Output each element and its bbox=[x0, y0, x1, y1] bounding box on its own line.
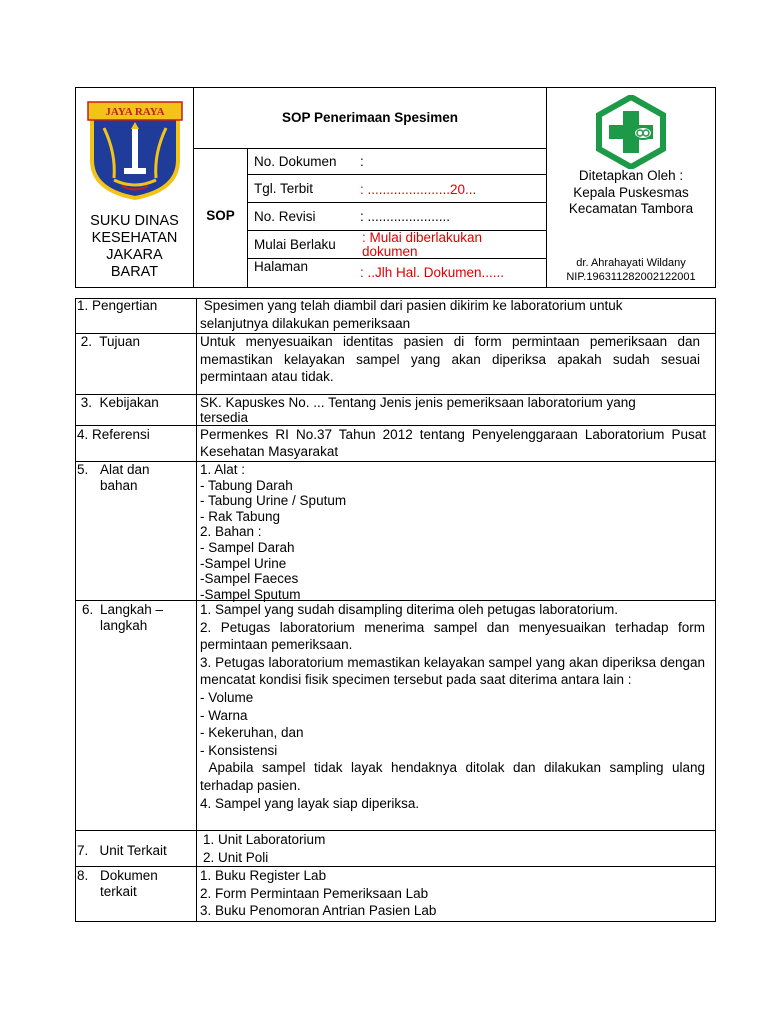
list-item: -Sampel Urine bbox=[200, 555, 287, 571]
list-item: 1. Alat : bbox=[200, 462, 246, 477]
sop-title: SOP Penerimaan Spesimen bbox=[281, 110, 459, 125]
list-item: 2. Form Permintaan Pemeriksaan Lab bbox=[200, 885, 429, 901]
text-pengertian-line2: selanjutnya dilakukan pemeriksaan bbox=[200, 316, 411, 331]
step-item: 4. Sampel yang layak siap diperiksa. bbox=[200, 795, 420, 811]
label-dokumen-line2: terkait bbox=[100, 884, 137, 899]
org-name: SUKU DINAS KESEHATAN JAKARA BARAT bbox=[90, 213, 179, 280]
step-item: - Kekeruhan, dan bbox=[200, 725, 304, 741]
list-item: 1. Buku Register Lab bbox=[200, 868, 327, 883]
field-label-tgl-terbit: Tgl. Terbit bbox=[254, 181, 314, 196]
list-item: - Tabung Urine / Sputum bbox=[200, 493, 347, 509]
label-alat-num: 5. bbox=[77, 462, 89, 477]
label-langkah-line2: langkah bbox=[100, 618, 148, 633]
list-item: - Sampel Darah bbox=[200, 539, 295, 555]
field-label-no-dokumen: No. Dokumen bbox=[254, 154, 337, 169]
text-pengertian-line1: Spesimen yang telah diambil dari pasien dikirim ke laboratorium untuk bbox=[200, 298, 623, 313]
label-unit-terkait: 7. Unit Terkait bbox=[77, 843, 167, 858]
text-referensi: Permenkes RI No.37 Tahun 2012 tentang Penyelenggaraan Laboratorium Pusat Kesehatan Masyarakat bbox=[200, 427, 706, 459]
list-item: 2. Bahan : bbox=[200, 524, 262, 540]
label-pengertian: 1. Pengertian bbox=[77, 298, 158, 313]
field-value-mulai-berlaku: : Mulai diberlakukan dokumen bbox=[362, 230, 483, 259]
label-langkah-line1: Langkah – bbox=[100, 602, 164, 617]
field-value-tgl-terbit: : ......................20... bbox=[360, 182, 477, 197]
sop-label: SOP bbox=[206, 208, 235, 223]
label-langkah-num: 6. bbox=[82, 602, 94, 617]
alat-bahan-list bbox=[200, 462, 346, 602]
label-alat-line2: bahan bbox=[100, 478, 138, 493]
field-label-mulai-berlaku: Mulai Berlaku bbox=[254, 237, 336, 252]
text-kebijakan-line2: tersedia bbox=[200, 410, 249, 425]
approval-block: Ditetapkan Oleh : Kepala Puskesmas Kecamatan Tambora bbox=[568, 168, 694, 216]
langkah-list bbox=[200, 601, 709, 812]
dokumen-terkait-list bbox=[200, 867, 436, 920]
text-tujuan: Untuk menyesuaikan identitas pasien di form permintaan pemeriksaan dan memastikan kelayakan sampel yang akan diperiksa apakah sudah sesuai permintaan atau tidak. bbox=[200, 334, 700, 384]
list-item: -Sampel Sputum bbox=[200, 586, 301, 602]
label-tujuan: 2. Tujuan bbox=[77, 334, 141, 349]
list-item: - Tabung Darah bbox=[200, 477, 293, 493]
jaya-raya-logo bbox=[84, 98, 186, 202]
label-dokumen-line1: Dokumen bbox=[100, 868, 158, 883]
puskesmas-logo bbox=[596, 95, 666, 169]
field-value-no-revisi: : ...................... bbox=[360, 209, 451, 224]
step-item: - Warna bbox=[200, 707, 248, 723]
signer-nip: NIP.196311282002122001 bbox=[566, 271, 696, 283]
list-item: -Sampel Faeces bbox=[200, 571, 299, 587]
list-item: - Rak Tabung bbox=[200, 508, 281, 524]
step-item: 3. Petugas laboratorium memastikan kelayakan sampel yang akan diperiksa dengan mencatat kondisi fisik specimen tersebut pada saat diterima antara lain : bbox=[200, 654, 705, 688]
field-value-halaman: : ..Jlh Hal. Dokumen...... bbox=[360, 265, 505, 280]
label-alat-line1: Alat dan bbox=[100, 462, 150, 477]
label-dokumen-num: 8. bbox=[77, 868, 89, 883]
list-item: 3. Buku Penomoran Antrian Pasien Lab bbox=[200, 903, 437, 918]
field-label-halaman: Halaman bbox=[254, 259, 309, 274]
label-referensi: 4. Referensi bbox=[77, 427, 150, 442]
signer-block bbox=[547, 256, 715, 284]
step-item: - Konsistensi bbox=[200, 742, 278, 758]
logo-text: JAYA RAYA bbox=[105, 106, 165, 118]
field-value-no-dokumen: : bbox=[360, 154, 364, 169]
field-label-no-revisi: No. Revisi bbox=[254, 209, 316, 224]
unit-terkait-list bbox=[203, 831, 325, 866]
step-item: 2. Petugas laboratorium menerima sampel dan menyesuaikan terhadap form permintaan pemeriksaan. bbox=[200, 619, 705, 653]
label-kebijakan: 3. Kebijakan bbox=[77, 395, 159, 410]
step-item: Apabila sampel tidak layak hendaknya ditolak dan dilakukan sampling ulang terhadap pasien. bbox=[200, 760, 709, 793]
step-item: 1. Sampel yang sudah disampling diterima oleh petugas laboratorium. bbox=[200, 602, 618, 617]
text-kebijakan-line1: SK. Kapuskes No. ... Tentang Jenis jenis pemeriksaan laboratorium yang bbox=[200, 395, 636, 410]
step-item: - Volume bbox=[200, 689, 254, 705]
signer-name: dr. Ahrahayati Wildany bbox=[576, 257, 686, 269]
list-item: 2. Unit Poli bbox=[203, 849, 269, 865]
list-item: 1. Unit Laboratorium bbox=[203, 832, 326, 847]
